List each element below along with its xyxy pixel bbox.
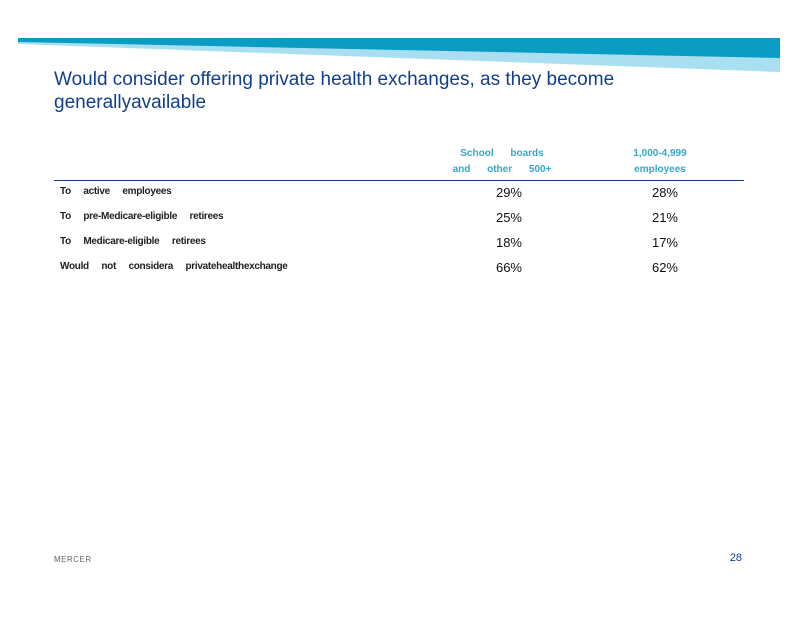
value-cell: 66%	[495, 260, 522, 275]
value-cell: 17%	[651, 235, 678, 250]
value-cell: 28%	[651, 185, 678, 200]
value-cell: 18%	[495, 235, 522, 250]
row-label: To active employees	[60, 186, 172, 197]
row-label: To pre-Medicare-eligible retirees	[60, 211, 224, 222]
row-label: To Medicare-eligible retirees	[60, 236, 206, 247]
table-header	[54, 144, 744, 181]
value-cell: 25%	[495, 210, 522, 225]
table-row	[54, 231, 744, 256]
column-header-employees: 1,000-4,999 employees	[633, 148, 687, 175]
value-cell: 21%	[651, 210, 678, 225]
slide-title: Would consider offering private health exchanges, as they become generallyavailable	[54, 69, 615, 113]
column-header-school-boards: School boards and other 500+	[452, 148, 552, 175]
table-row	[54, 256, 744, 281]
table-row	[54, 206, 744, 231]
value-cell: 62%	[651, 260, 678, 275]
value-cell: 29%	[495, 185, 522, 200]
table-row	[54, 181, 744, 206]
data-table	[54, 144, 744, 281]
page-number: 28	[729, 552, 742, 564]
footer-logo-text: MERCER	[54, 555, 92, 564]
row-label: Would not considera privatehealthexchange	[60, 261, 288, 272]
